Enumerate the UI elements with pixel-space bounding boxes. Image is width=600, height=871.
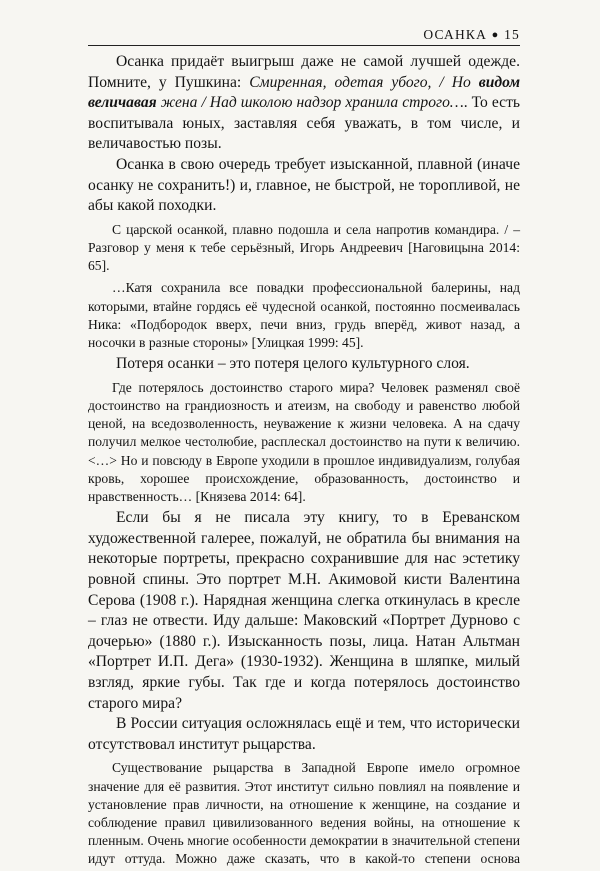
text-run: Где потерялось достоинство старого мира? Человек разменял своё достоинство на грандиозность и атеизм, на свободу и равенство любой ценой, на вседозволенность, неуважение к жизни человека. А на сдачу получил мелкое честолюбие, расплескал достоинство на пути к величию. <…> Но и повсюду в Европе уходили в прошлое индивидуализм, голубая кровь, хорошее происхождение, образованность, достоинство и нравственность… [Князева 2014: 64]. <box>88 379 520 504</box>
text-run: Существование рыцарства в Западной Европе имело огромное значение для её развития. Этот институт сильно повлиял на появление и установление прав личности, на отношение к женщине, на создание и соблюдение правил цивилизованного ведения войны, на отношение к пленным. Очень многие особенности демократии в значительной степени идут оттуда. Можно даже сказать, что в какой-то степени основа <box>88 760 520 867</box>
text-run: Если бы я не писала эту книгу, то в Ереванском художественной галерее, пожалуй, не обратила бы внимания на некоторые портреты, прекрасно сохранившие для нас эстетику ровной спины. Это портрет М.Н. Акимовой кисти Валентина Серова (1908 г.). Нарядная женщина слегка откинулась в кресле – глаз не отвести. Иду дальше: Маковский «Портрет Дурново с дочерью» (1880 г.). Изысканность позы, лица. Натан Альтман «Портрет И.П. Дега» (1930-1932). Женщина в шляпке, милый взгляд, яркие губы. Так где и когда потерялось достоинство старого мира? <box>88 509 520 712</box>
quotation-paragraph <box>88 759 520 868</box>
body-paragraph <box>88 354 520 375</box>
page-body <box>88 52 520 871</box>
quotation-paragraph <box>88 379 520 506</box>
text-run: Потеря осанки – это потеря целого культурного слоя. <box>116 355 470 373</box>
body-paragraph <box>88 508 520 714</box>
text-run: …Катя сохранила все повадки профессиональной балерины, над которыми, втайне гордясь её чудесной осанкой, постоянно посмеивалась Ника: «Подбородок вверх, печи вниз, грудь вперёд, живот назад, а носочки в разные стороны» [Улицкая 1999: 45]. <box>88 280 520 350</box>
running-head <box>88 24 520 46</box>
quotation-paragraph <box>88 279 520 352</box>
body-paragraph <box>88 714 520 755</box>
bold-italic-emphasis: видом величавая <box>88 73 520 112</box>
quotation-paragraph <box>88 221 520 276</box>
running-head-text <box>423 27 520 43</box>
text-run: . То есть воспитывала юных, заставляя себя уважать, в том числе, и величавостью позы. <box>88 94 520 153</box>
section-title: ОСАНКА <box>423 27 488 42</box>
header-rule <box>88 45 520 46</box>
body-paragraph <box>88 155 520 217</box>
bullet-icon: ● <box>491 29 500 41</box>
italic-citation: жена / Над школою надзор хранила строго… <box>156 94 464 112</box>
body-paragraph <box>88 52 520 155</box>
italic-citation: Смиренная, одетая убого, / Но <box>249 73 479 91</box>
page-number: 15 <box>504 27 520 42</box>
text-run: В России ситуация осложнялась ещё и тем, что исторически отсутствовал институт рыцарства. <box>88 715 520 753</box>
text-run: С царской осанкой, плавно подошла и села напротив командира. / – Разговор у меня к тебе серьёзный, Игорь Андреевич [Наговицына 2014: 65]. <box>88 221 520 274</box>
text-run: Осанка придаёт выигрыш даже не самой лучшей одежде. Помните, у Пушкина: <box>88 53 520 91</box>
text-run: Осанка в свою очередь требует изысканной, плавной (иначе осанку не сохранить!) и, главное, не быстрой, не торопливой, не абы какой походки. <box>88 155 520 215</box>
